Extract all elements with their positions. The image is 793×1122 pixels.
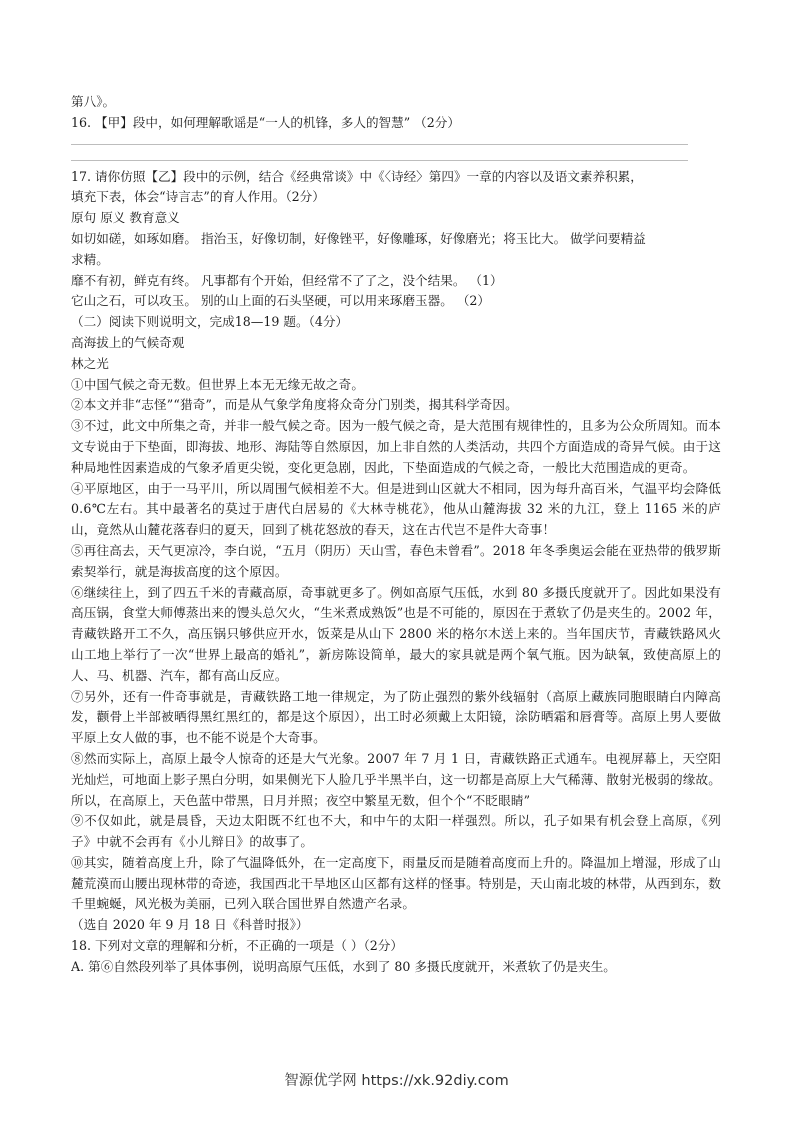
paragraph-2: ②本文并非“志怪”“猎奇”，而是从气象学角度将众奇分门别类，揭其科学奇因。: [71, 397, 518, 413]
table-row-1-a: 如切如磋，如琢如磨。 指治玉，好像切制，好像锉平，好像雕琢，好像磨光；将玉比大。 做学问要精益: [71, 230, 646, 246]
question-17-line-2: 填充下表，体会“诗言志”的育人作用。（2分）: [71, 189, 325, 205]
paragraph-1: ①中国气候之奇无数。但世界上本无无缘无故之奇。: [71, 376, 365, 392]
document-page: [71, 92, 721, 978]
question-18: 18. 下列对文章的理解和分析，不正确的一项是（ ）（2分）: [71, 938, 403, 954]
paragraph-5: ⑤再往高去，天气更凉冷，李白说，“五月（阴历）天山雪，春色未曾看”。2018 年冬季奥运会能在亚热带的俄罗斯索契举行，就是海拔高度的这个原因。: [71, 542, 721, 579]
table-header: 原句 原义 教育意义: [71, 210, 180, 226]
paragraph-6: ⑥继续往上，到了四五千米的青藏高原，奇事就更多了。例如高原气压低，水到 80 多摄氏度就开了。因此如果没有高压锅，食堂大师傅蒸出来的馒头总欠火，“生米煮成熟饭”也是不可能的，原因在于煮软了仍是夹生的。2002 年，青藏铁路开工不久，高压锅只够供应开水，饭菜是从山下 2800 米的格尔木送上来的。当年国庆节，青藏铁路风火山工地上举行了一次“世界上最高的婚礼”，新房陈设简单，最大的家具就是两个氧气瓶。因为缺氧，致使高原上的人、马、机器、汽车，都有高山反应。: [71, 584, 721, 683]
question-18-option-a: A. 第⑥自然段列举了具体事例，说明高原气压低，水到了 80 多摄氏度就开，米煮软了仍是夹生。: [71, 958, 616, 974]
section-2-heading: （二）阅读下则说明文，完成18—19 题。（4分）: [71, 314, 349, 330]
paragraph-9: ⑨不仅如此，就是晨昏，天边太阳既不红也不大，和中午的太阳一样强烈。所以，孔子如果有机会登上高原，《列子》中就不会再有《小儿辩日》的故事了。: [71, 813, 721, 850]
paragraph-3: ③不过，此文中所集之奇，并非一般气候之奇。因为一般气候之奇，是大范围有规律性的，且多为公众所周知。而本文专说由于下垫面，即海拔、地形、海陆等自然原因，加上非自然的人类活动，共四个方面造成的奇异气候。由于这种局地性因素造成的气象矛盾更尖锐，变化更急剧，因此，下垫面造成的气候之奇，一般比大范围造成的更奇。: [71, 418, 721, 475]
table-row-3: 它山之石，可以攻玉。 别的山上面的石头坚硬，可以用来琢磨玉器。 （2）: [71, 293, 491, 309]
question-16: 16. 【甲】段中，如何理解歌谣是“一人的机锋，多人的智慧” （2分）: [71, 114, 460, 130]
source-note: （选自 2020 年 9 月 18 日《科普时报》）: [71, 917, 309, 933]
question-17-line-1: 17. 请你仿照【乙】段中的示例，结合《经典常谈》中《〈诗经〉第四》一章的内容以及语文素养积累，: [71, 168, 643, 184]
paragraph-4: ④平原地区，由于一马平川，所以周围气候相差不大。但是进到山区就大不相同，因为每升高百米，气温平均会降低 0.6℃左右。其中最著名的莫过于唐代白居易的《大林寺桃花》，他从山麓海拔 32 米的九江，登上 1165 米的庐山，竟然从山麓花落春归的夏天，回到了桃花怒放的春天，这在古代岂不是件大奇事！: [71, 480, 721, 538]
paragraph-10: ⑩其实，随着高度上升，除了气温降低外，在一定高度下，雨量反而是随着高度而上升的。降温加上增湿，形成了山麓荒漠而山腰出现林带的奇迹，我国西北干旱地区山区都有这样的怪事。特别是，天山南北坡的林带，从西到东，数千里蜿蜒，风光极为美丽，已列入联合国世界自然遗产名录。: [71, 854, 721, 912]
paragraph-7: ⑦另外，还有一件奇事就是，青藏铁路工地一律规定，为了防止强烈的紫外线辐射（高原上藏族同胞眼睛白内障高发，颧骨上半部被晒得黑红黑红的，都是这个原因），出工时必须戴上太阳镜，涂防晒霜和唇膏等。高原上男人要做平原上女人做的事，也不能不说是个大奇事。: [71, 688, 721, 746]
answer-line-1: [71, 144, 688, 145]
article-title: 高海拔上的气候奇观: [71, 334, 185, 350]
table-row-2: 靡不有初，鲜克有终。 凡事都有个开始，但经常不了了之，没个结果。 （1）: [71, 272, 503, 288]
top-fragment: 第八》。: [71, 94, 116, 109]
paragraph-8: ⑧然而实际上，高原上最令人惊奇的还是大气光象。2007 年 7 月 1 日，青藏铁路正式通车。电视屏幕上，天空阳光灿烂，可地面上影子黑白分明，如果侧光下人脸几乎半黑半白，这一切都是高原上大气稀薄、散射光极弱的缘故。所以，在高原上，天色蓝中带黑，日月并照；夜空中繁星无数，但个个“不眨眼睛”: [71, 750, 721, 808]
footer-watermark: 智源优学网 https://xk.92diy.com: [284, 1073, 509, 1089]
article-author: 林之光: [71, 355, 109, 371]
table-row-1-b: 求精。: [71, 251, 109, 267]
